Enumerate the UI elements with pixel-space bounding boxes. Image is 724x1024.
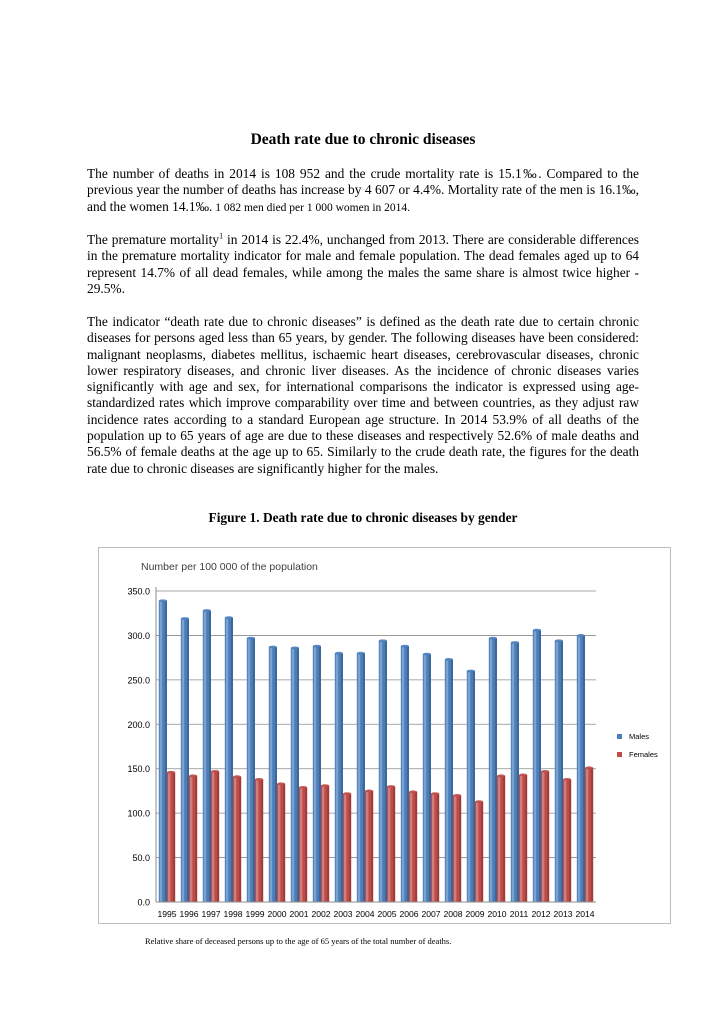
x-tick-label: 1997: [201, 909, 221, 919]
bar-highlight: [314, 646, 316, 902]
bar-cap: [511, 641, 519, 644]
bar-cap: [233, 775, 241, 778]
bar-highlight: [468, 671, 470, 902]
bar-males-2008: [445, 658, 453, 902]
bar-males-2000: [269, 646, 277, 902]
bar-males-1999: [247, 637, 255, 902]
bar-highlight: [160, 601, 162, 902]
bar-shade: [341, 653, 343, 902]
bar-highlight: [292, 648, 294, 902]
bar-males-2011: [511, 641, 519, 902]
bar-shade: [173, 772, 175, 902]
bar-cap: [181, 617, 189, 620]
bar-highlight: [256, 779, 258, 902]
bar-shade: [517, 643, 519, 902]
y-tick-label: 300.0: [127, 630, 150, 641]
x-tick-label: 2007: [421, 909, 441, 919]
paragraph-1-small: 1 082 men died per 1 000 women in 2014.: [212, 201, 411, 214]
bar-shade: [451, 659, 453, 902]
bar-cap: [555, 639, 563, 642]
bar-males-2010: [489, 637, 497, 902]
bar-females-2012: [541, 770, 549, 902]
bar-highlight: [226, 618, 228, 902]
x-tick-label: 1999: [245, 909, 265, 919]
bar-shade: [503, 776, 505, 902]
bar-cap: [203, 609, 211, 612]
bar-cap: [225, 616, 233, 619]
bar-females-2007: [431, 792, 439, 902]
y-tick-label: 0.0: [137, 897, 150, 908]
bar-cap: [211, 770, 219, 773]
bar-shade: [437, 794, 439, 902]
bar-highlight: [556, 641, 558, 902]
bar-highlight: [380, 641, 382, 902]
bar-cap: [563, 778, 571, 781]
x-tick-label: 2004: [355, 909, 375, 919]
x-tick-label: 1998: [223, 909, 243, 919]
chart-svg: [99, 548, 670, 923]
legend-swatch-males: [617, 734, 622, 739]
bar-shade: [319, 646, 321, 902]
x-tick-label: 2012: [531, 909, 551, 919]
bar-highlight: [300, 787, 302, 902]
bar-highlight: [182, 619, 184, 902]
bar-shade: [187, 619, 189, 902]
bar-shade: [591, 768, 593, 902]
bar-shade: [569, 779, 571, 902]
bar-females-2011: [519, 774, 527, 902]
bar-females-2014: [585, 766, 593, 902]
paragraph-premature-mortality: [87, 232, 639, 297]
paragraph-2-b: in 2014 is 22.4%, unchanged from 2013. There are considerable differences in the premature mortality indicator for male and female population. The dead females aged up to 64 represent 14.7% of all dead females, while among the males the same share is almost twice higher - 29.5%.: [87, 232, 639, 296]
bar-males-2002: [313, 645, 321, 902]
bar-shade: [363, 653, 365, 902]
bar-shade: [473, 671, 475, 902]
bars: [159, 599, 593, 902]
bar-shade: [371, 791, 373, 902]
bar-males-2003: [335, 652, 343, 902]
bar-females-2000: [277, 782, 285, 902]
bar-females-1995: [167, 771, 175, 902]
bar-cap: [489, 637, 497, 640]
bar-cap: [189, 774, 197, 777]
bar-cap: [577, 634, 585, 637]
bar-highlight: [366, 791, 368, 902]
bar-cap: [365, 790, 373, 793]
bar-shade: [393, 786, 395, 902]
bar-females-2001: [299, 786, 307, 902]
bar-shade: [525, 775, 527, 902]
bar-highlight: [512, 643, 514, 902]
bar-shade: [305, 787, 307, 902]
bar-shade: [429, 654, 431, 902]
bar-cap: [159, 599, 167, 602]
bar-females-2002: [321, 784, 329, 902]
x-tick-label: 2014: [575, 909, 595, 919]
bar-shade: [415, 792, 417, 902]
bar-shade: [261, 779, 263, 902]
bar-cap: [423, 653, 431, 656]
bar-shade: [481, 802, 483, 902]
bar-shade: [539, 630, 541, 902]
bar-highlight: [476, 802, 478, 902]
bar-cap: [497, 774, 505, 777]
x-tick-label: 2000: [267, 909, 287, 919]
paragraph-1-main: The number of deaths in 2014 is 108 952 and the crude mortality rate is 15.1‰. Compared to the previous year the number of deaths has increase by 4 607 or 4.4%. Mortality rate of the men is 16.1‰, and the women 14.1‰.: [87, 166, 639, 214]
bar-females-2005: [387, 785, 395, 902]
figure-title: Figure 1. Death rate due to chronic diseases by gender: [208, 510, 518, 525]
bar-females-2006: [409, 790, 417, 902]
bar-males-2014: [577, 634, 585, 902]
bar-shade: [327, 786, 329, 902]
bar-males-1995: [159, 599, 167, 902]
bar-highlight: [490, 638, 492, 902]
x-tick-label: 1996: [179, 909, 199, 919]
paragraph-deaths-2014: [87, 166, 639, 216]
bar-shade: [165, 601, 167, 902]
y-tick-label: 150.0: [127, 764, 150, 775]
y-tick-label: 350.0: [127, 586, 150, 597]
bar-highlight: [424, 654, 426, 902]
bar-males-2001: [291, 646, 299, 902]
bar-highlight: [402, 646, 404, 902]
bar-highlight: [578, 635, 580, 902]
bar-shade: [385, 641, 387, 902]
bar-cap: [409, 790, 417, 793]
bar-cap: [255, 778, 263, 781]
bar-cap: [335, 652, 343, 655]
bar-cap: [291, 646, 299, 649]
bar-males-2005: [379, 639, 387, 902]
y-tick-label: 50.0: [132, 853, 150, 864]
chart-title: Number per 100 000 of the population: [141, 561, 318, 573]
x-tick-label: 2003: [333, 909, 353, 919]
bar-highlight: [564, 779, 566, 902]
bar-males-1996: [181, 617, 189, 902]
bar-cap: [467, 670, 475, 673]
x-tick-label: 2006: [399, 909, 419, 919]
bar-shade: [561, 641, 563, 902]
bar-highlight: [248, 638, 250, 902]
bar-females-1998: [233, 775, 241, 902]
bar-shade: [283, 784, 285, 902]
bar-cap: [475, 800, 483, 803]
bar-males-2013: [555, 639, 563, 902]
bar-shade: [495, 638, 497, 902]
bar-females-2004: [365, 790, 373, 902]
bar-cap: [247, 637, 255, 640]
bar-highlight: [498, 776, 500, 902]
bar-cap: [585, 766, 593, 769]
bar-cap: [519, 774, 527, 777]
bar-females-2013: [563, 778, 571, 902]
bar-highlight: [388, 786, 390, 902]
paragraph-2-a: The premature mortality: [87, 232, 220, 247]
footnote-marker: 1: [219, 231, 224, 241]
bar-males-2004: [357, 652, 365, 902]
bar-highlight: [336, 653, 338, 902]
bar-highlight: [358, 653, 360, 902]
legend-label-males: Males: [629, 732, 650, 741]
bar-cap: [357, 652, 365, 655]
bar-cap: [453, 794, 461, 797]
bar-cap: [299, 786, 307, 789]
x-tick-label: 2009: [465, 909, 485, 919]
x-tick-label: 2008: [443, 909, 463, 919]
bar-shade: [231, 618, 233, 902]
bar-cap: [343, 792, 351, 795]
bar-males-1998: [225, 616, 233, 902]
legend: [617, 732, 658, 759]
bar-shade: [349, 794, 351, 902]
bar-males-2009: [467, 670, 475, 902]
bar-cap: [269, 646, 277, 649]
legend-swatch-females: [617, 752, 622, 757]
bar-highlight: [212, 771, 214, 902]
bar-females-2009: [475, 800, 483, 902]
bar-shade: [239, 777, 241, 902]
bar-shade: [547, 771, 549, 902]
bar-cap: [379, 639, 387, 642]
bar-cap: [167, 771, 175, 774]
bar-cap: [541, 770, 549, 773]
x-tick-label: 1995: [157, 909, 177, 919]
bar-cap: [533, 629, 541, 632]
bar-shade: [275, 647, 277, 902]
bar-shade: [459, 795, 461, 902]
bar-highlight: [542, 771, 544, 902]
x-tick-label: 2001: [289, 909, 309, 919]
bar-cap: [445, 658, 453, 661]
x-tick-label: 2010: [487, 909, 507, 919]
paragraph-indicator-definition: The indicator “death rate due to chronic diseases” is defined as the death rate due to certain chronic diseases for persons aged less than 65 years, by gender. The following diseases have been considered: malignant neoplasms, diabetes mellitus, ischaemic heart diseases, cerebrovascular diseases, chronic lower respiratory diseases, and chronic liver diseases. As the incidence of chronic diseases varies significantly with age and sex, for international comparisons the indicator is expressed using age-standardized rates which improve comparability over time and between countries, as they adjust raw incidence rates according to a standard European age structure. In 2014 53.9% of all deaths of the population up to 65 years of age are due to these diseases and respectively 52.6% of male deaths and 56.5% of female deaths at the age up to 65. Similarly to the crude death rate, the figures for the death rate due to chronic diseases are significantly higher for the males.: [87, 314, 639, 476]
bar-highlight: [168, 772, 170, 902]
x-tick-label: 2011: [509, 909, 529, 919]
bar-females-2010: [497, 774, 505, 902]
bar-cap: [401, 645, 409, 648]
x-tick-label: 2013: [553, 909, 573, 919]
bar-shade: [297, 648, 299, 902]
bar-shade: [253, 638, 255, 902]
bar-highlight: [410, 792, 412, 902]
bar-highlight: [454, 795, 456, 902]
bar-highlight: [270, 647, 272, 902]
bar-females-2003: [343, 792, 351, 902]
page-title: Death rate due to chronic diseases: [250, 131, 476, 148]
gridlines: [156, 591, 596, 858]
bar-highlight: [278, 784, 280, 902]
bar-cap: [277, 782, 285, 785]
bar-cap: [321, 784, 329, 787]
bar-females-1997: [211, 770, 219, 902]
bar-cap: [313, 645, 321, 648]
bar-highlight: [586, 768, 588, 902]
bar-highlight: [234, 777, 236, 902]
bar-shade: [583, 635, 585, 902]
bar-males-2006: [401, 645, 409, 902]
y-tick-label: 100.0: [127, 808, 150, 819]
bar-females-1996: [189, 774, 197, 902]
bar-highlight: [322, 786, 324, 902]
bar-highlight: [520, 775, 522, 902]
bar-chart: [98, 547, 671, 924]
bar-shade: [195, 776, 197, 902]
bar-females-1999: [255, 778, 263, 902]
x-tick-label: 2002: [311, 909, 331, 919]
y-tick-label: 200.0: [127, 719, 150, 730]
bar-highlight: [446, 659, 448, 902]
bar-cap: [387, 785, 395, 788]
bar-highlight: [204, 611, 206, 902]
bar-females-2008: [453, 794, 461, 902]
bar-shade: [217, 771, 219, 902]
bar-highlight: [432, 794, 434, 902]
bar-highlight: [344, 794, 346, 902]
bar-shade: [407, 646, 409, 902]
bar-highlight: [534, 630, 536, 902]
bar-highlight: [190, 776, 192, 902]
bar-males-2007: [423, 653, 431, 902]
x-tick-label: 2005: [377, 909, 397, 919]
legend-label-females: Females: [629, 750, 658, 759]
bar-males-1997: [203, 609, 211, 902]
bar-males-2012: [533, 629, 541, 902]
y-tick-label: 250.0: [127, 675, 150, 686]
bar-shade: [209, 611, 211, 902]
bar-cap: [431, 792, 439, 795]
footnote: Relative share of deceased persons up to the age of 65 years of the total number of deaths.: [145, 936, 452, 946]
